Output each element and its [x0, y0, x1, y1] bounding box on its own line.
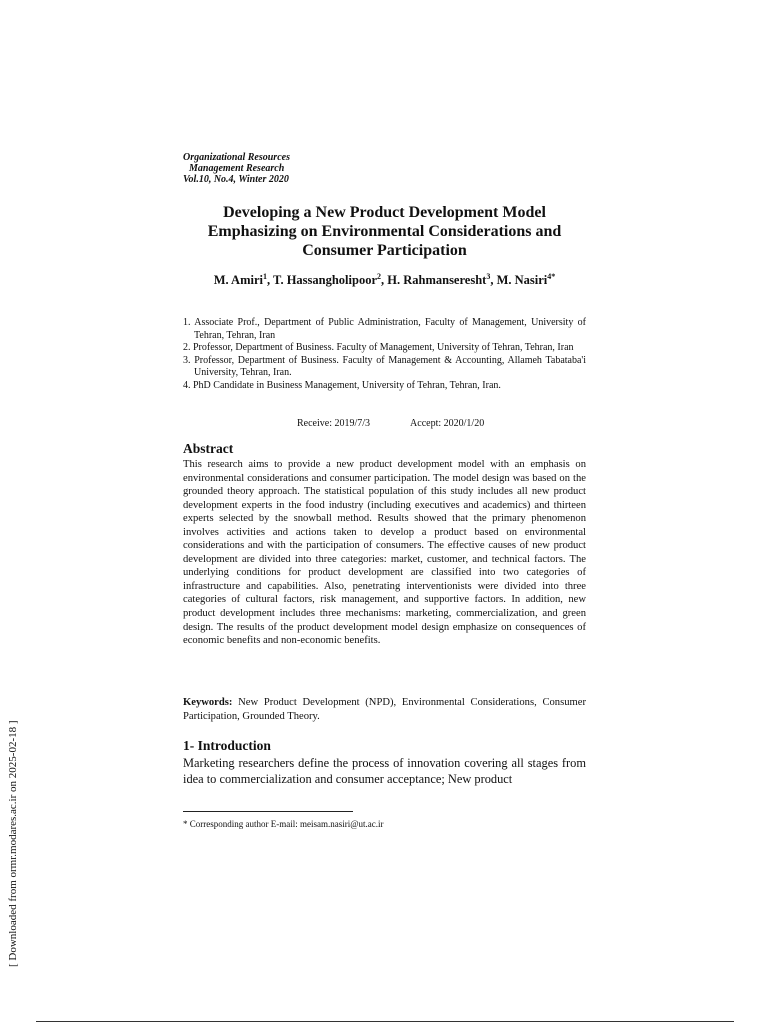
author-affil-mark: 2 [377, 272, 381, 281]
author-affil-mark: 1 [263, 272, 267, 281]
author-affil-mark: 3 [486, 272, 491, 281]
author-name: M. Nasiri [496, 273, 548, 288]
introduction-heading: 1- Introduction [183, 738, 271, 753]
introduction-body: Marketing researchers define the process of innovation covering all stages from idea to commercialization and consumer acceptance; New product [183, 756, 586, 786]
journal-name-line2: Management Research [189, 163, 285, 174]
author-name: H. Rahmanseresht [387, 273, 487, 288]
paper-title: Developing a New Product Development Model Emphasizing on Environmental Considerations and Consumer Participation [207, 204, 562, 259]
footnote-divider [183, 811, 353, 812]
affiliation-item: 4. PhD Candidate in Business Management, University of Tehran, Tehran, Iran. [183, 379, 501, 391]
submission-dates [297, 418, 484, 429]
author-name: T. Hassangholipoor [273, 273, 377, 288]
corresponding-author-footnote: * Corresponding author E-mail: meisam.nasiri@ut.ac.ir [183, 819, 384, 829]
journal-header [183, 152, 290, 185]
affiliation-item: 1. Associate Prof., Department of Public Administration, Faculty of Management, University of Tehran, Tehran, Iran [183, 317, 586, 341]
accepted-date: Accept: 2020/1/20 [410, 418, 485, 429]
author-name: M. Amiri [213, 273, 263, 288]
page-bottom-divider [36, 1021, 734, 1022]
author-affil-mark: 4* [547, 272, 556, 281]
received-date: Receive: 2019/7/3 [297, 418, 371, 429]
keywords-text: New Product Development (NPD), Environmental Considerations, Consumer Participation, Grounded Theory. [183, 697, 586, 722]
author-list: M. Amiri$^1$, T. Hassangholipoor$^2$, H. Rahmanseresht$^3$, M. Nasiri$^{4*}$ [213, 272, 556, 288]
abstract-body: This research aims to provide a new product development model with an emphasis on environmental considerations and consumer participation. The model design was based on the grounded theory approach. The statistical population of this study includes all new product development experts in the food industry (including executives and academics) and thirteen experts selected by the snowball method. Results showed that the primary phenomenon involves activities and actions taken to develop a product based on environmental considerations and with the participation of consumers. The effective causes of new product development are divided into three categories: market, customer, and technical factors. The underlying conditions for product development are classified into two categories of infrastructure and capabilities. Also, penetrating interventionists were divided into three categories of cultural factors, risk management, and supportive factors. In addition, new product development includes three mechanisms: marketing, commercialization, and green design. The results of the product development model design emphasize on consequences of economic benefits and non-economic benefits. [183, 459, 586, 647]
affiliation-list [183, 317, 586, 393]
download-stamp: [ Downloaded from ormr.modares.ac.ir on 2025-02-18 ] [7, 720, 19, 967]
keywords-label: Keywords: [183, 697, 233, 708]
journal-volume: Vol.10, No.4, Winter 2020 [183, 174, 289, 185]
affiliation-item: 2. Professor, Department of Business. Faculty of Management, University of Tehran, Tehran, Iran [183, 342, 574, 354]
affiliation-item: 3. Professor, Department of Business. Faculty of Management & Accounting, Allameh Tabataba'i University, Tehran, Iran. [183, 354, 586, 379]
journal-name-line1: Organizational Resources [183, 152, 290, 163]
keywords [183, 696, 586, 723]
abstract-heading: Abstract [183, 441, 234, 456]
